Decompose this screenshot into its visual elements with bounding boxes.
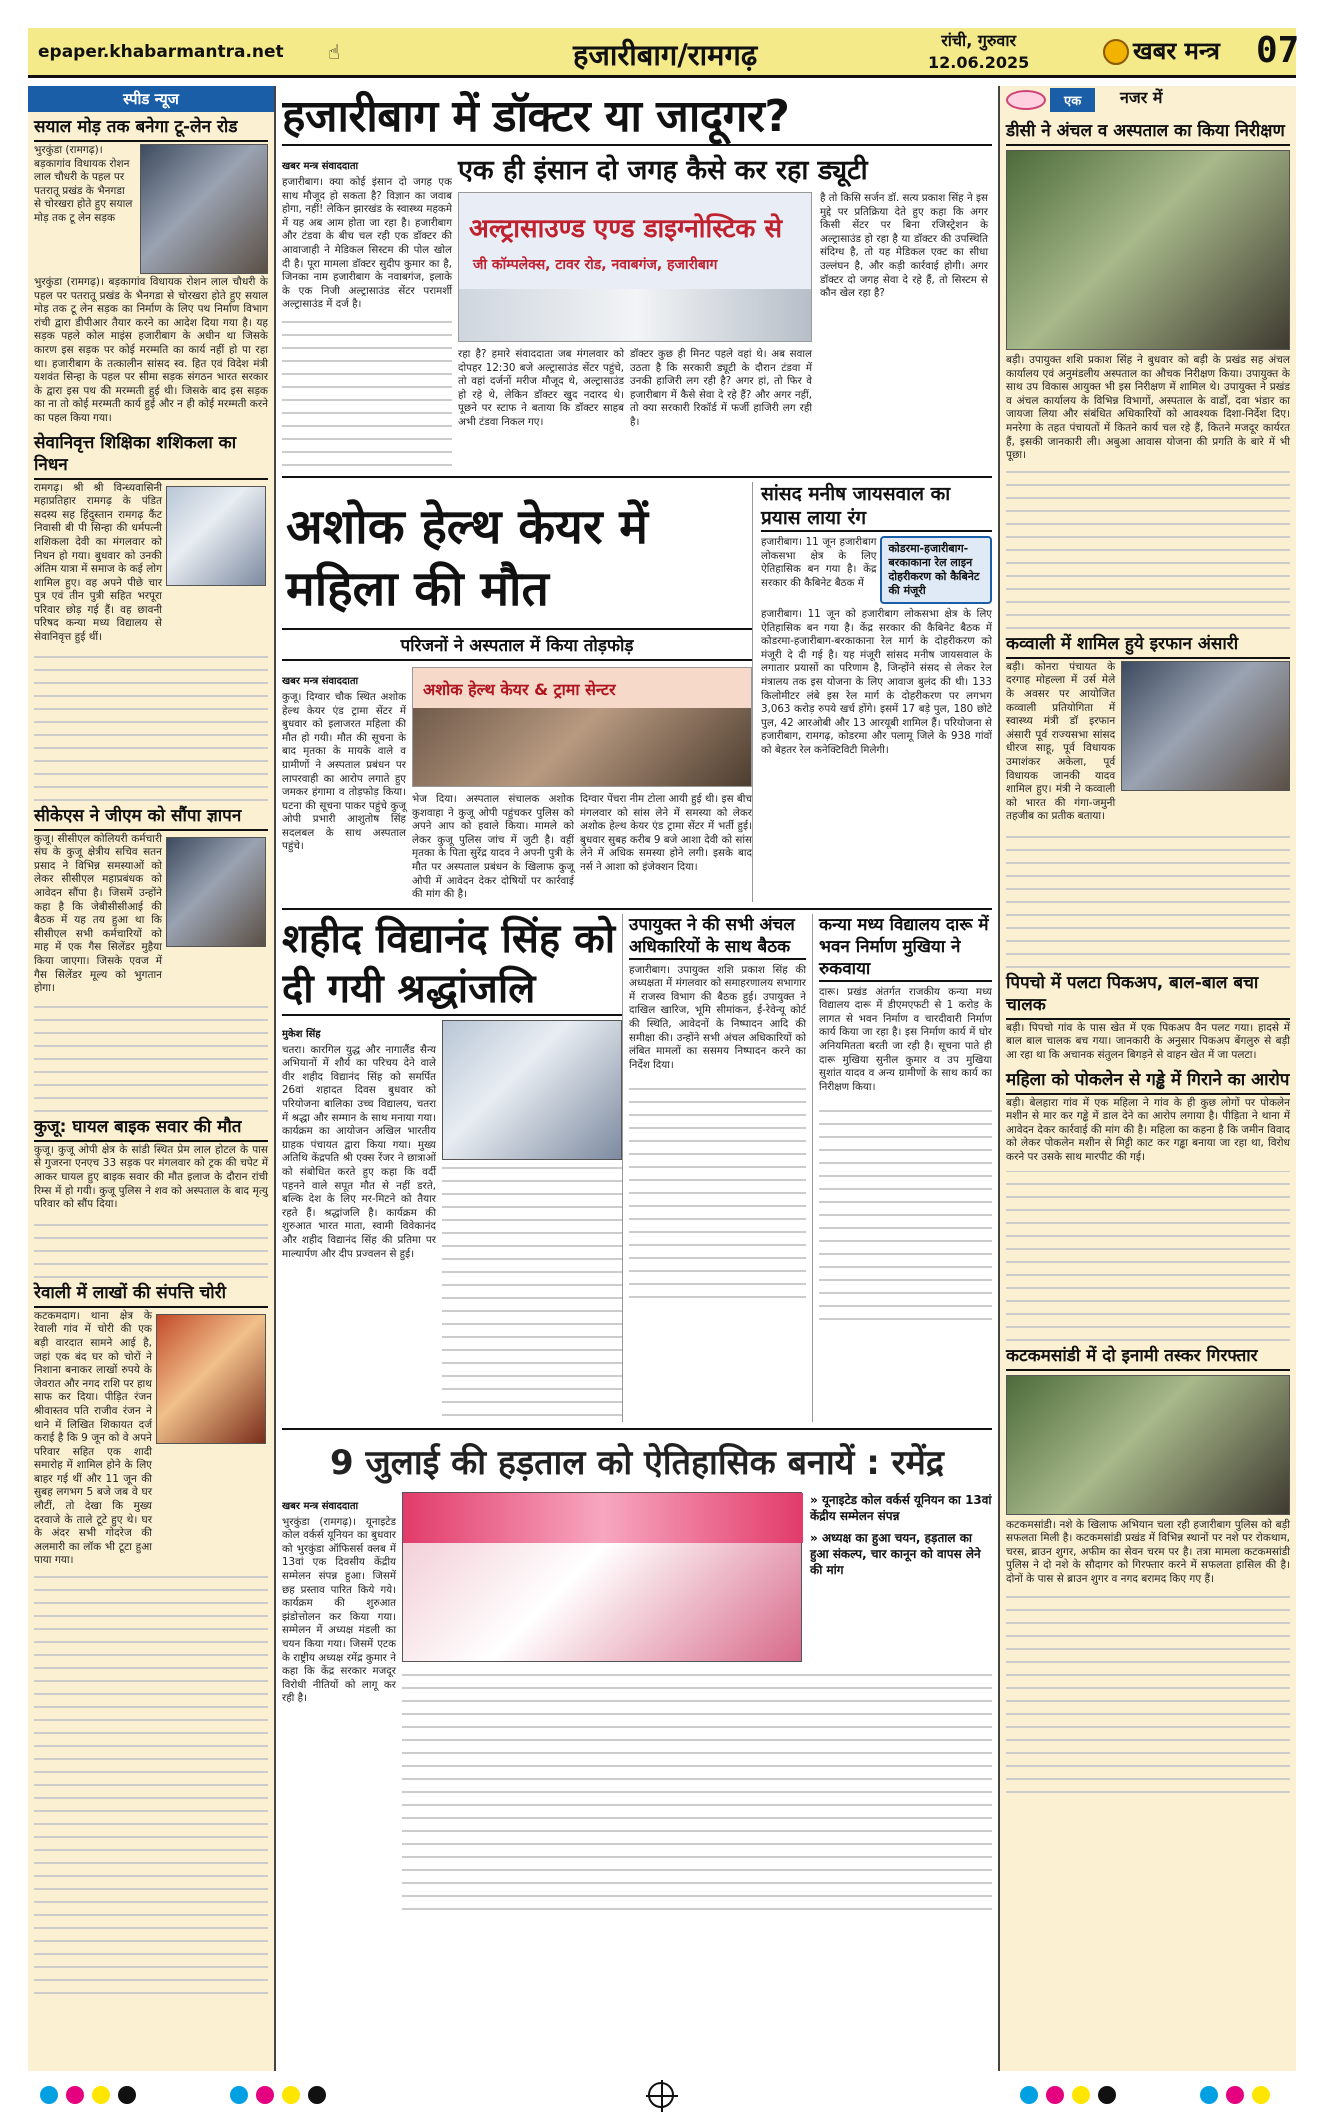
hospital-sign-text: अशोक हेल्थ केयर & ट्रामा सेन्टर xyxy=(423,679,616,699)
inspection-photo xyxy=(1006,150,1290,350)
story-body: बड़ी। बेलहारा गांव में एक महिला ने गांव के ही कुछ लोगों पर पोकलेन मशीन से मार कर गड्ढे में डाल देने का आरोप लगाया है। पीड़िता ने थाना में आवेदन देकर कार्रवाई की मांग की है। महिला का कहना है कि जमीन विवाद को लेकर पोकलेन मशीन से मिट्टी काट कर गड्ढा बनाया जा रहा था, विरोध करने पर उसके साथ मारपीट की गई। xyxy=(1006,1096,1290,1164)
print-registration-strip xyxy=(0,2078,1324,2118)
ashok-subheadline: परिजनों ने अस्पताल में किया तोड़फोड़ xyxy=(282,628,752,661)
bullet-text: यूनाइटेड कोल वर्कर्स यूनियन का 13वां केंद्रीय सम्मेलन संपन्न xyxy=(810,1492,992,1523)
story-body: कटकमदाग। थाना क्षेत्र के रेवाली गांव में चोरी की एक बड़ी वारदात सामने आई है, जहां एक बंद घर को चोरों ने निशाना बनाकर लाखों रुपये के जेवरात और नगद राशि पर हाथ साफ कर दिया। पीड़ित रंजन श्रीवास्तव पति राजीव रंजन ने थाने में लिखित शिकायत दर्ज कराई है कि 9 जून को वे अपने परिवार सहित एक शादी समारोह में शामिल होने के लिए बाहर गई थीं और 11 जून की सुबह लगभग 5 बजे जब वे घर लौटीं, तो देखा कि मुख्य दरवाजे के ताले टूटे हुए थे। घर के अंदर सभी गोदरेज की अलमारी का लॉक भी टूटा हुआ पाया गया। xyxy=(34,1309,152,1567)
kanya-headline: कन्या मध्य विद्यालय दारू में भवन निर्माण मुखिया ने रुकवाया xyxy=(819,914,992,982)
story-body: बड़ी। उपायुक्त शशि प्रकाश सिंह ने बुधवार को बड़ी के प्रखंड सह अंचल कार्यालय एवं अनुमंडलीय अस्पताल का औचक निरीक्षण किया। उपायुक्त के साथ उप विकास आयुक्त भी इस निरीक्षण में शामिल थे। उपायुक्त ने प्रखंड व अंचल कार्यालय के विभिन्न विभागों, अस्पताल के वार्डों, दवा भंडार का जायजा लिया और संबंधित अधिकारियों को आवश्यक दिशा-निर्देश दिए। मनरेगा के तहत पंचायतों में कितने कार्य चल रहे हैं, कितने मजदूर कार्यरत हैं, इसकी जानकारी ली। अबुआ आवास योजना की प्रगति के बारे में भी पूछा। xyxy=(1006,354,1290,462)
lead-subheadline: एक ही इंसान दो जगह कैसे कर रहा ड्यूटी xyxy=(458,155,868,186)
yellow-dot xyxy=(1072,2086,1090,2104)
divider xyxy=(282,1428,992,1430)
theft-photo xyxy=(156,1314,266,1444)
text-filler xyxy=(819,1100,992,1320)
brand-logo xyxy=(1103,34,1220,67)
byline: खबर मन्त्र संवाददाता xyxy=(282,1500,359,1512)
story-title: कटकमसांडी में दो इनामी तस्कर गिरफ्तार xyxy=(1006,1345,1290,1371)
issue-date: 12.06.2025 xyxy=(928,53,1030,72)
text-filler xyxy=(629,1078,806,1298)
ashok-headline: अशोक हेल्थ केयर में महिला की मौत xyxy=(286,498,648,617)
story-title: रेवाली में लाखों की संपत्ति चोरी xyxy=(34,1282,268,1308)
black-dot xyxy=(118,2086,136,2104)
story-title: सेवानिवृत्त शिक्षिका शशिकला का निधन xyxy=(34,432,268,480)
text-filler xyxy=(442,1166,622,1416)
cyan-dot xyxy=(1020,2086,1038,2104)
main-column xyxy=(282,86,992,2071)
site-url[interactable]: epaper.khabarmantra.net xyxy=(38,42,284,62)
bullet-point: » अध्यक्ष का हुआ चयन, हड़ताल का हुआ संकल्प, चार कानून को वापस लेने की मांग xyxy=(810,1530,981,1577)
sign-text: अल्ट्रासाउण्ड एण्ड डाइग्नोस्टिक से xyxy=(469,214,783,244)
story-title: कुजू: घायल बाइक सवार की मौत xyxy=(34,1116,268,1142)
story-title: डीसी ने अंचल व अस्पताल का किया निरीक्षण xyxy=(1006,120,1290,146)
saansad-tag: कोडरमा-हजारीबाग-बरकाकाना रेल लाइन दोहरीकरण को कैबिनेट की मंजूरी xyxy=(880,536,992,604)
magenta-dot xyxy=(66,2086,84,2104)
story-body: हजारीबाग। उपायुक्त शशि प्रकाश सिंह की अध्यक्षता में मंगलवार को समाहरणालय सभागार में राजस्व विभाग की बैठक हुई। उपायुक्त ने दाखिल खारिज, भूमि सीमांकन, ई-रेवेन्यू कोर्ट की स्थिति, आवेदनों के निष्पादन आदि की समीक्षा की। उन्होंने सभी अंचल अधिकारियों को लंबित मामलों का ससमय निष्पादन करने का निर्देश दिया। xyxy=(629,963,806,1071)
black-dot xyxy=(1098,2086,1116,2104)
story-body: रामगढ़। श्री श्री विन्ध्यवासिनी महाप्रतिहार रामगढ़ के पंडित सदस्य सह हिंदुस्तान रामगढ़ कैंट निवासी बी पी सिन्हा की धर्मपत्नी शशिकला देवी का मंगलवार को निधन हो गया। बुधवार को उनकी अंतिम यात्रा में समाज के कई लोग शामिल हुए। वह अपने पीछे चार पुत्र एवं तीन पुत्री सहित भरपूरा परिवार छोड़ गई हैं। वह छावनी परिषद कन्या मध्य विद्यालय से सेवानिवृत्त हुई थीं। xyxy=(34,481,162,644)
byline: खबर मन्त्र संवाददाता xyxy=(282,161,359,172)
obituary-photo xyxy=(166,486,266,586)
bullet-point: » यूनाइटेड कोल वर्कर्स यूनियन का 13वां केंद्रीय सम्मेलन संपन्न xyxy=(810,1492,992,1523)
byline: खबर मन्त्र संवाददाता xyxy=(282,675,359,687)
story-column: कुजू। दिग्वार चौक स्थित अशोक हेल्थ केयर एंड ट्रामा सेंटर में बुधवार को इलाजरत महिला की मौत हो गयी। मौत की सूचना के बाद मृतका के मायके वाले व ग्रामीणों ने अस्पताल प्रबंधन पर लापरवाही का आरोप लगाते हुए जमकर हंगामा व तोड़फोड़ किया। घटना की सूचना पाकर पहुंचे कुजू ओपी प्रभारी आशुतोष सिंह सदलबल के साथ अस्पताल पहुंचे। xyxy=(282,690,406,853)
magenta-dot xyxy=(1226,2086,1244,2104)
story-lead: भुरकुंडा (रामगढ़)। बड़कागांव विधायक रोशन लाल चौधरी के पहल पर पतरातू प्रखंड के भैनगडा से चोरखरा होते हुए सयाल मोड़ तक टू लेन सड़क xyxy=(34,144,133,224)
july-headline: 9 जुलाई की हड़ताल को ऐतिहासिक बनायें : रमेंद्र xyxy=(330,1442,944,1483)
dateline xyxy=(928,30,1029,74)
registration-crosshair-icon xyxy=(648,2082,674,2108)
story-body: कुजू। कुजू ओपी क्षेत्र के सांडी स्थित प्रेम लाल होटल के पास से गुजरना एनएच 33 सड़क पर मंगलवार को ट्रक की चपेट में आकर घायल हुए बाइक सवार की मौत इलाज के दौरान रांची रिम्स में हो गयी। कुजू पुलिस ने शव को अस्पताल के बाद मृत्यु परिवार को सौंप दिया। xyxy=(34,1143,268,1211)
pointer-icon: ☝ xyxy=(328,40,341,64)
story-title: महिला को पोकलेन से गड्ढे में गिराने का आरोप xyxy=(1006,1069,1290,1095)
magenta-dot xyxy=(256,2086,274,2104)
page-number: 07 xyxy=(1256,30,1300,71)
text-filler xyxy=(34,1218,268,1278)
story-column: है तो किसि सर्जन डॉ. सत्य प्रकाश सिंह ने इस मुद्दे पर प्रतिक्रिया देते हुए कहा कि अगर किसी सेंटर पर बिना रजिस्ट्रेशन के अल्ट्रासाउंड हो रहा है या डॉक्टर की उपस्थिति संदिग्ध है, तो यह मेडिकल एक्ट का सीधा उल्लंघन है, और कड़ी कार्रवाई होगी। अगर डॉक्टर दो जगह सेवा दे रहे हैं, तो सिस्टम से कौन खेल रहा है? xyxy=(820,192,988,300)
arrest-photo xyxy=(1006,1375,1290,1515)
magenta-dot xyxy=(1046,2086,1064,2104)
story-body: बड़ी। कोनरा पंचायत के दरगाह मोहल्ला में उर्स मेले के अवसर पर आयोजित कव्वाली प्रतियोगिता में स्वास्थ्य मंत्री डॉ इरफान अंसारी पूर्व राज्यसभा सांसद धीरज साहू, पूर्व विधायक उमाशंकर अकेला, पूर्व विधायक जानकी यादव शामिल हुए। मंत्री ने कव्वाली को भारत की गंगा-जमुनी तहजीब का प्रतीक बताया। xyxy=(1006,660,1116,823)
story-column: रहा है? हमारे संवाददाता जब मंगलवार को दोपहर 12:30 बजे अल्ट्रासाउंड सेंटर पहुंचे, तो वहां दर्जनों मरीज मौजूद थे, अल्ट्रासाउंड हो रहे थे, लेकिन डॉक्टर खुद नदारद थे। पूछने पर स्टाफ ने बताया कि डॉक्टर साहब अभी टंडवा निकल गए। xyxy=(458,348,624,428)
qawwali-photo xyxy=(1121,661,1290,791)
brand-logo-text: खबर मन्त्र xyxy=(1133,37,1220,65)
story-lead: हजारीबाग। 11 जून हजारीबाग लोकसभा क्षेत्र के लिए ऐतिहासिक बन गया है। केंद्र सरकार की कैबिनेट बैठक में xyxy=(761,535,877,589)
left-column xyxy=(28,86,276,2071)
place-day: रांची, गुरुवार xyxy=(941,31,1017,50)
text-filler xyxy=(1006,1171,1290,1341)
text-filler xyxy=(1006,828,1290,968)
text-filler xyxy=(34,1002,268,1112)
story-body: हजारीबाग। 11 जून को हजारीबाग लोकसभा क्षेत्र के लिए ऐतिहासिक बन गया है। केंद्र सरकार की कैबिनेट बैठक में कोडरमा-हजारीबाग-बरकाकाना रेल मार्ग के दोहरीकरण को मंजूरी दे दी गई है। यह मंजूरी सांसद मनीष जायसवाल के लगातार प्रयासों का परिणाम है, जिन्होंने संसद से लेकर रेल मंत्रालय तक इस योजना के लिए आवाज बुलंद की थी। 133 किलोमीटर लंबे इस रेल मार्ग के दोहरीकरण पर लगभग 3,063 करोड़ रुपये खर्च होंगे। इसमें 17 बड़े पुल, 180 छोटे पुल, 42 आरओबी और 13 आरयूबी शामिल हैं। परियोजना से हजारीबाग, रामगढ़, कोडरमा और पलामू जिले के 938 गांवों को बेहतर रेल कनेक्टिविटी मिलेगी। xyxy=(761,607,992,756)
story-body: भुरकुंडा (रामगढ़)। बड़कागांव विधायक रोशन लाल चौधरी के पहल पर पतरातू प्रखंड के भैनगडा से चोरखरा होते हुए सयाल मोड़ तक टू लेन सड़क का निर्माण के लिए पथ निर्माण विभाग रांची द्वारा डीपीआर तैयार करने का आदेश दिया गया है। यह सड़क पहले कोल माइंस हजारीबाग के अधीन था जिसके कारण इस सड़क पर कोई मरम्मति का कार्य नहीं हो पा रहा था। हजारीबाग के तत्कालीन सांसद स्व. हित एवं विदेश मंत्री यशवंत सिन्हा के पहल पर सीमा सड़क संगठन भारत सरकार के द्वारा इस पथ की मरम्मती हुई थी। जिसके बाद इस सड़क का ना तो कोई मरम्मती कार्य हुई और न ही कोई मरम्मती करने का पहल किया गया। xyxy=(34,276,268,424)
section-title: हजारीबाग/रामगढ़ xyxy=(573,38,758,72)
mla-photo xyxy=(140,144,268,274)
story-body: चतरा। कारगिल युद्ध और नागालैंड सैन्य अभियानों में शौर्य का परिचय देने वाले वीर शहीद विद्यानंद सिंह को समर्पित 26वां शहादत दिवस बुधवार को परियोजना बालिका उच्च विद्यालय, चतरा में श्रद्धा और सम्मान के साथ मनाया गया। कार्यक्रम का आयोजन अखिल भारतीय ग्राहक पंचायत द्वारा किया गया। मुख्य अतिथि केंद्रपति श्री एक्स रेंजर ने छात्राओं को संबोधित करते हुए कहा कि वर्दी पहनने वाले सपूत मौत से नहीं डरते, बल्कि देश के लिए मर-मिटने को तैयार रहते हैं। श्रद्धांजलि है। कार्यक्रम की शुरुआत भारत माता, स्वामी विवेकानंद और शहीद विद्यानंद सिंह की प्रतिमा पर माल्यार्पण और दीप प्रज्वलन से हुई। xyxy=(282,1043,436,1260)
saansad-headline: सांसद मनीष जायसवाल का प्रयास लाया रंग xyxy=(761,482,992,532)
story-column: डॉक्टर कुछ ही मिनट पहले वहां थे। अब सवाल उठता है कि सरकारी ड्यूटी के दौरान टंडवा में उनकी हाजिरी लग रही है? अगर हां, तो फिर वे हजारीबाग में कैसे सेवा दे रहे हैं? और अगर नहीं, तो क्या सरकारी रिकॉर्ड में फर्जी हाजिरी लग रही है। xyxy=(630,348,812,428)
text-filler xyxy=(34,651,268,801)
cyan-dot xyxy=(230,2086,248,2104)
byline: मुकेश सिंह xyxy=(282,1028,321,1040)
story-body: दारू। प्रखंड अंतर्गत राजकीय कन्या मध्य विद्यालय दारू में डीएमएफटी से 1 करोड़ के लागत से भवन निर्माण व चारदीवारी निर्माण कार्य किया जा रहा है। इस निर्माण कार्य में घोर अनियमितता बरती जा रही है। सूचना पाते ही दारू मुखिया सुनील कुमार व उप मुखिया सुशांत यादव व अन्य ग्रामीणों के साथ कार्य का निरीक्षण किया। xyxy=(819,985,992,1093)
divider xyxy=(282,144,992,146)
story-column: दिग्वार पेंचरा नीम टोला आयी हुई थी। इस बीच मंगलवार को सांस लेने में समस्या को लेकर अशोक हेल्थ केयर एंड ट्रामा सेंटर में भर्ती हुई। बुधवार सुबह करीब 9 बजे आशा देवी को सांस लेने में अधिक समस्या होने लगी। इसके बाद नर्स ने आशा को इंजेक्शन दिया। xyxy=(580,792,752,873)
story-body: कुजू। सीसीएल कोलियरी कर्मचारी संघ के कुजू क्षेत्रीय सचिव सतन प्रसाद ने विभिन्न समस्याओं को लेकर सीसीएल महाप्रबंधक को आवेदन सौंपा है। जिसमें उन्होंने कहा है कि जेबीसीसीआई की बैठक में यह तय हुआ था कि सीसीएल सभी कर्मचारियों को माह में एक गैस सिलेंडर मुहैया किया जाएगा। जिसके एवज में गैस सिलेंडर मूल्य को भुगतान होगा। xyxy=(34,832,162,995)
eye-icon xyxy=(1006,90,1046,110)
divider xyxy=(282,1014,622,1016)
right-column xyxy=(998,86,1296,2071)
yellow-dot xyxy=(92,2086,110,2104)
speed-news-label: स्पीड न्यूज xyxy=(28,86,274,112)
cyan-dot xyxy=(40,2086,58,2104)
story-body: कटकमसांडी। नशे के खिलाफ अभियान चला रही हजारीबाग पुलिस को बड़ी सफलता मिली है। कटकमसांडी प्रखंड में विभिन्न स्थानों पर नशे पर रोकथाम, चरस, ब्राउन शुगर, अफीम का सेवन चरम पर है। तत्रा मामला कटकमसांडी पुलिस ने दो नशे के सौदागर को गिरफ्तार करने में सफलता हासिल की है। दोनों के पास से ब्राउन शुगर व नगद बरामद किए गए हैं। xyxy=(1006,1518,1290,1585)
nazar-header xyxy=(1000,86,1296,116)
story-title: कव्वाली में शामिल हुये इरफान अंसारी xyxy=(1006,633,1290,659)
black-dot xyxy=(308,2086,326,2104)
cyan-dot xyxy=(1200,2086,1218,2104)
text-filler xyxy=(34,1574,268,1994)
text-filler xyxy=(1006,469,1290,629)
tribute-photo xyxy=(442,1020,622,1160)
masthead xyxy=(28,28,1300,78)
story-body: बड़ी। पिपचो गांव के पास खेत में एक पिकअप वैन पलट गया। हादसे में बाल बाल चालक बच गया। जानकारी के अनुसार पिकअप बेंगलुरु से बड़ी आ रहा था कि अचानक संतुलन बिगड़ने से वाहन खेत में जा पलटा। xyxy=(1006,1021,1290,1062)
hospital-photo xyxy=(412,667,752,787)
yellow-dot xyxy=(282,2086,300,2104)
story-body: भुरकुंडा (रामगढ़)। यूनाइटेड कोल वर्कर्स यूनियन का बुधवार को भुरकुंडा ऑफिसर्स क्लब में 13वां एक दिवसीय केंद्रीय सम्मेलन संपन्न हुआ। जिसमें छह प्रस्ताव पारित किये गये। कार्यक्रम की शुरुआत झंडोत्तोलन कर किया गया। सम्मेलन में अध्यक्ष मंडली का चयन किया गया। जिसमें एटक के राष्ट्रीय अध्यक्ष रमेंद्र कुमार ने कहा कि केंद्र सरकार मजदूर विरोधी नीतियों को लागू कर रही है। xyxy=(282,1515,396,1705)
text-filler xyxy=(1006,1593,1290,1793)
nazar-ek: एक xyxy=(1050,88,1095,112)
conference-photo xyxy=(402,1492,802,1662)
text-filler xyxy=(282,316,452,466)
text-filler xyxy=(402,1670,992,1910)
secretary-photo xyxy=(166,837,266,947)
shaheed-headline: शहीद विद्यानंद सिंह को दी गयी श्रद्धांजलि xyxy=(282,915,616,1012)
logo-icon xyxy=(1103,39,1129,65)
story-title: सीकेएस ने जीएम को सौंपा ज्ञापन xyxy=(34,805,268,831)
story-title: सयाल मोड़ तक बनेगा टू-लेन रोड xyxy=(34,116,268,142)
clinic-signboard-photo xyxy=(458,192,812,342)
bullet-text: अध्यक्ष का हुआ चयन, हड़ताल का हुआ संकल्प, चार कानून को वापस लेने की मांग xyxy=(810,1530,981,1577)
nazar-label: नजर में xyxy=(1120,88,1163,107)
story-title: पिपचो में पलटा पिकअप, बाल-बाल बचा चालक xyxy=(1006,972,1290,1020)
story-column: हजारीबाग। क्या कोई इंसान दो जगह एक साथ मौजूद हो सकता है? विज्ञान का जवाब होगा, नहीं! लेकिन झारखंड के स्वास्थ्य महकमे में यह अब आम होता जा रहा है। हजारीबाग और टंडवा के बीच चल रही एक डॉक्टर की आवाजाही ने मेडिकल सिस्टम की पोल खोल दी है। पूरा मामला डॉक्टर सुदीप कुमार का है, जिनका नाम हजारीबाग के नवाबगंज, इलाके के एक निजी अल्ट्रासाउंड सेंटर परामर्शी अल्ट्रासाउंड में दर्ज है। xyxy=(282,176,452,311)
sign-subtext: जी कॉम्पलेक्स, टावर रोड, नवाबगंज, हजारीबाग xyxy=(473,257,718,273)
lead-headline: हजारीबाग में डॉक्टर या जादूगर? xyxy=(282,91,790,142)
divider xyxy=(282,908,992,910)
divider xyxy=(282,476,992,478)
upayukt-headline: उपायुक्त ने की सभी अंचल अधिकारियों के साथ बैठक xyxy=(629,914,806,960)
story-column: भेज दिया। अस्पताल संचालक अशोक कुशवाहा ने कुजू ओपी पहुंचकर पुलिस को अपने आप को हवाले किया। मामले को लेकर कुजू पुलिस जांच में जुटी है। वहीं मृतका के पिता सुरेंद्र यादव ने अपनी पुत्री के मौत पर अस्पताल प्रबंधन के खिलाफ कुजू ओपी में आवेदन देकर दोषियों पर कार्रवाई की मांग की है। xyxy=(412,792,574,901)
yellow-dot xyxy=(1252,2086,1270,2104)
